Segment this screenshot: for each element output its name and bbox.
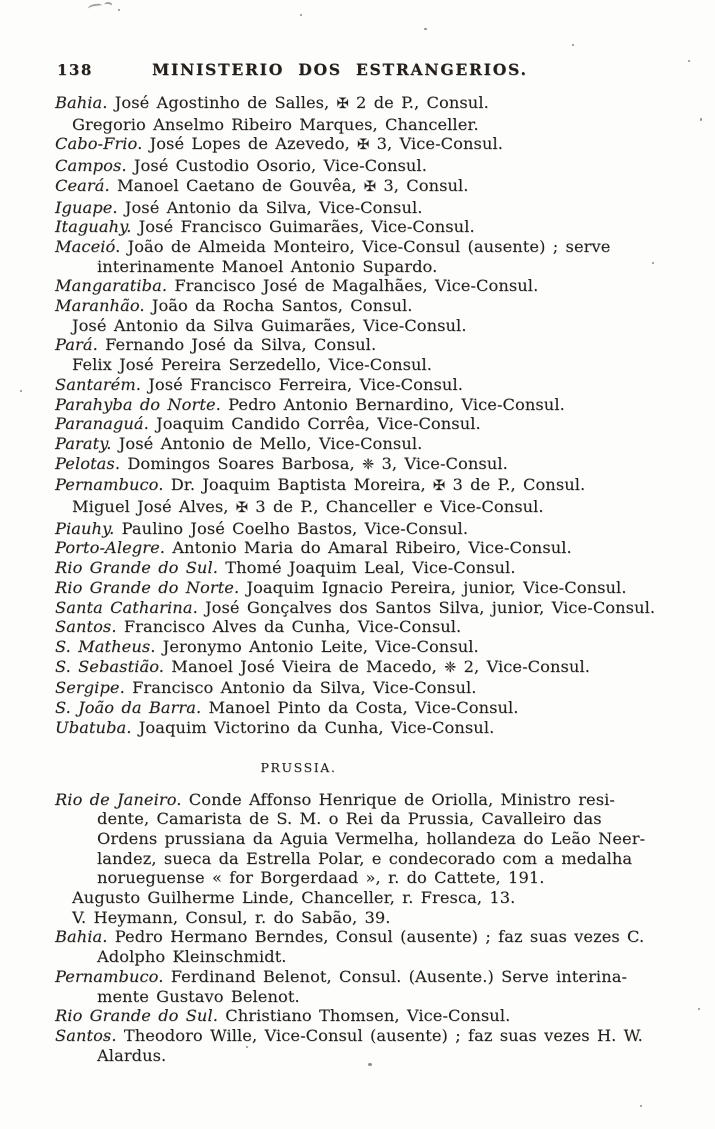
entry-text: Ordens prussiana da Aguia Vermelha, hollandeza do Leão Neer- — [97, 828, 646, 848]
entry-line — [55, 678, 630, 698]
entry-text: Joaquim Candido Corrêa, Vice-Consul. — [148, 414, 481, 434]
place-name: Santarém. — [55, 374, 142, 394]
entry-line — [55, 718, 630, 738]
entry-text: 3, Vice-Consul. — [374, 453, 508, 473]
entry-text: 3 de P., Chanceller e Vice-Consul. — [248, 497, 544, 517]
scan-speck — [698, 1008, 700, 1010]
entry-line — [55, 617, 630, 637]
entry-line — [55, 316, 630, 336]
entry-line — [55, 335, 630, 355]
place-name: S. Sebastião. — [55, 656, 165, 676]
entry-text: Domingos Soares Barbosa, — [120, 453, 362, 473]
page-number: 138 — [57, 61, 93, 79]
entry-line — [55, 848, 633, 869]
scan-speck — [424, 28, 427, 30]
entry-text: Miguel José Alves, — [72, 497, 236, 517]
entry-text: Joaquim Victorino da Cunha, Vice-Consul. — [131, 717, 495, 737]
entry-text: 3 de P., Consul. — [445, 475, 586, 495]
entry-text: 2 de P., Consul. — [348, 93, 489, 112]
entry-line — [55, 809, 630, 829]
entry-text: Felix José Pereira Serzedello, Vice-Consul. — [72, 355, 433, 375]
entry-line — [55, 296, 630, 316]
entry-text: Gregorio Anselmo Ribeiro Marques, Chanceller. — [72, 114, 479, 134]
consul-list-prussia — [55, 789, 646, 1066]
page-header — [57, 60, 675, 84]
entry-text: Augusto Guilherme Linde, Chanceller, r. Fresca, 13. — [72, 888, 516, 908]
entry-text: João da Rocha Santos, Consul. — [144, 296, 413, 316]
place-name: Piauhy. — [55, 518, 115, 538]
section-heading-prussia: PRUSSIA. — [260, 759, 337, 775]
scan-speck — [118, 9, 120, 11]
entry-line — [55, 475, 630, 497]
entry-line — [55, 276, 630, 296]
place-name: Rio Grande do Sul. — [55, 1006, 218, 1026]
entry-line — [55, 868, 630, 888]
place-name: Santos. — [55, 1025, 117, 1045]
place-name: Rio Grande do Norte. — [55, 577, 240, 597]
entry-line — [55, 637, 630, 657]
entry-text: José Antonio da Silva, Vice-Consul. — [117, 197, 423, 217]
scan-speck — [572, 44, 574, 46]
place-name: Itaguahy. — [55, 217, 132, 237]
place-name: Paranaguá. — [55, 414, 149, 434]
place-name: Porto-Alegre. — [55, 538, 166, 558]
scan-speck — [640, 1105, 642, 1107]
entry-text: V. Heymann, Consul, r. do Sabão, 39. — [72, 907, 391, 927]
entry-line — [55, 967, 630, 987]
entry-line — [55, 947, 630, 967]
place-name: Bahia. — [55, 93, 108, 112]
entry-line — [55, 156, 630, 176]
entry-line — [55, 355, 630, 375]
order-cross-icon: ✠ — [432, 478, 446, 495]
place-name: Bahia. — [55, 927, 108, 947]
consul-list-brazil — [55, 93, 656, 738]
place-name: S. João da Barra. — [55, 698, 202, 718]
entry-line — [55, 908, 630, 928]
entry-line — [55, 1006, 630, 1026]
entry-text: Antonio Maria do Amaral Ribeiro, Vice-Consul. — [165, 538, 572, 558]
entry-line — [55, 198, 630, 218]
entry-text: José Gonçalves dos Santos Silva, junior, Vice-Consul. — [197, 597, 656, 617]
page-title: MINISTERIO DOS ESTRANGERIOS. — [152, 60, 528, 79]
entry-text: Jeronymo Antonio Leite, Vice-Consul. — [155, 636, 479, 656]
entry-text: 2, Vice-Consul. — [456, 656, 590, 676]
entry-text: Paulino José Coelho Bastos, Vice-Consul. — [114, 518, 469, 538]
place-name: Pernambuco. — [55, 475, 164, 495]
entry-text: landez, sueca da Estrella Polar, e condecorado com a medalha — [97, 848, 633, 868]
entry-text: José Lopes de Azevedo, — [142, 134, 358, 154]
place-name: Maranhão. — [55, 296, 145, 316]
entry-text: Alardus. — [97, 1045, 167, 1065]
entry-line — [55, 927, 645, 947]
place-name: Pelotas. — [55, 453, 121, 473]
entry-text: Thomé Joaquim Leal, Vice-Consul. — [217, 558, 516, 578]
entry-text: Conde Affonso Henrique de Oriolla, Ministro resi- — [181, 789, 615, 809]
entry-text: José Francisco Guimarães, Vice-Consul. — [131, 217, 475, 237]
entry-text: José Antonio da Silva Guimarães, Vice-Consul. — [72, 315, 467, 335]
entry-line — [55, 395, 630, 415]
place-name: Maceió. — [55, 236, 121, 256]
entry-line — [55, 434, 630, 454]
entry-text: 3, Vice-Consul. — [369, 134, 503, 154]
entry-text: Adolpho Kleinschmidt. — [97, 947, 287, 967]
entry-text: dente, Camarista de S. M. o Rei da Prussia, Cavalleiro das — [97, 809, 602, 829]
entry-line — [55, 888, 630, 908]
entry-line — [55, 176, 630, 198]
entry-text: João de Almeida Monteiro, Vice-Consul (ausente) ; serve — [120, 236, 611, 256]
entry-line — [55, 578, 630, 598]
entry-line — [55, 538, 630, 558]
entry-text: Manoel Pinto da Costa, Vice-Consul. — [201, 698, 519, 718]
entry-text: Ferdinand Belenot, Consul. (Ausente.) Serve interina- — [163, 966, 628, 986]
entry-line — [55, 454, 630, 476]
place-name: Ceará. — [55, 175, 110, 195]
scan-speck — [103, 1, 112, 10]
entry-line — [55, 93, 630, 115]
entry-text: Francisco Antonio da Silva, Vice-Consul. — [124, 678, 477, 698]
place-name: Sergipe. — [55, 678, 125, 698]
entry-line — [55, 657, 630, 679]
entry-text: Manoel José Vieira de Macedo, — [164, 656, 445, 676]
entry-line — [55, 519, 630, 539]
entry-text: José Antonio de Mello, Vice-Consul. — [111, 433, 423, 453]
scan-speck — [300, 14, 302, 16]
entry-text: José Agostinho de Salles, — [107, 93, 337, 112]
entry-line — [55, 414, 630, 434]
entry-line — [55, 828, 646, 849]
order-cross-icon: ✠ — [363, 178, 377, 195]
entry-text: José Custodio Osorio, Vice-Consul. — [126, 156, 427, 176]
entry-text: 3, Consul. — [376, 175, 469, 195]
entry-line — [55, 497, 630, 519]
place-name: Cabo-Frio. — [55, 134, 143, 154]
entry-line — [55, 1046, 630, 1066]
entry-text: Dr. Joaquim Baptista Moreira, — [163, 475, 433, 495]
page-body — [55, 93, 656, 1065]
entry-line — [55, 115, 630, 135]
order-cross-icon: ✠ — [235, 500, 249, 517]
entry-text: interinamente Manoel Antonio Supardo. — [97, 256, 438, 276]
entry-text: Manoel Caetano de Gouvêa, — [109, 175, 364, 195]
place-name: Iguape. — [55, 197, 118, 217]
entry-line — [55, 217, 630, 237]
entry-line — [55, 698, 630, 718]
entry-line — [55, 1025, 643, 1046]
order-cross-icon: ✠ — [336, 96, 349, 112]
scan-speck — [652, 262, 654, 264]
entry-text: Christiano Thomsen, Vice-Consul. — [217, 1006, 511, 1026]
entry-text: Pedro Hermano Berndes, Consul (ausente) ; faz suas vezes C. — [107, 927, 645, 947]
entry-text: Francisco José de Magalhães, Vice-Consul. — [167, 276, 539, 296]
place-name: Mangaratiba. — [55, 276, 168, 296]
entry-text: Fernando José da Silva, Consul. — [97, 335, 377, 355]
entry-text: Pedro Antonio Bernardino, Vice-Consul. — [220, 394, 565, 414]
scan-speck — [88, 3, 103, 12]
place-name: Paraty. — [55, 433, 112, 453]
place-name: Ubatuba. — [55, 717, 132, 737]
place-name: Parahyba do Norte. — [55, 394, 221, 414]
place-name: S. Matheus. — [55, 636, 156, 656]
entry-text: Joaquim Ignacio Pereira, junior, Vice-Consul. — [239, 577, 627, 597]
entry-text: Theodoro Wille, Vice-Consul (ausente) ; faz suas vezes H. W. — [116, 1025, 643, 1045]
order-rosette-icon: ❈ — [444, 659, 457, 676]
scan-speck — [700, 118, 702, 121]
entry-text: Francisco Alves da Cunha, Vice-Consul. — [116, 617, 462, 637]
place-name: Campos. — [55, 156, 127, 176]
order-cross-icon: ✠ — [357, 137, 370, 154]
place-name: Rio de Janeiro. — [55, 789, 182, 809]
place-name: Santa Catharina. — [55, 597, 198, 617]
entry-line — [55, 558, 630, 578]
entry-text: norueguense « for Borgerdaad », r. do Cattete, 191. — [97, 868, 545, 888]
entry-line — [55, 597, 656, 618]
entry-line — [55, 375, 630, 395]
entry-line — [55, 237, 630, 257]
order-rosette-icon: ❈ — [361, 456, 375, 473]
entry-text: mente Gustavo Belenot. — [97, 986, 300, 1006]
place-name: Santos. — [55, 617, 117, 637]
place-name: Rio Grande do Sul. — [55, 558, 218, 578]
entry-line — [55, 790, 630, 810]
place-name: Pará. — [55, 335, 98, 355]
entry-line — [55, 134, 630, 156]
place-name: Pernambuco. — [55, 966, 164, 986]
entry-text: José Francisco Ferreira, Vice-Consul. — [141, 374, 463, 394]
entry-line — [55, 987, 630, 1007]
scan-speck — [688, 60, 690, 62]
scan-speck — [20, 390, 22, 392]
entry-line — [55, 257, 630, 277]
